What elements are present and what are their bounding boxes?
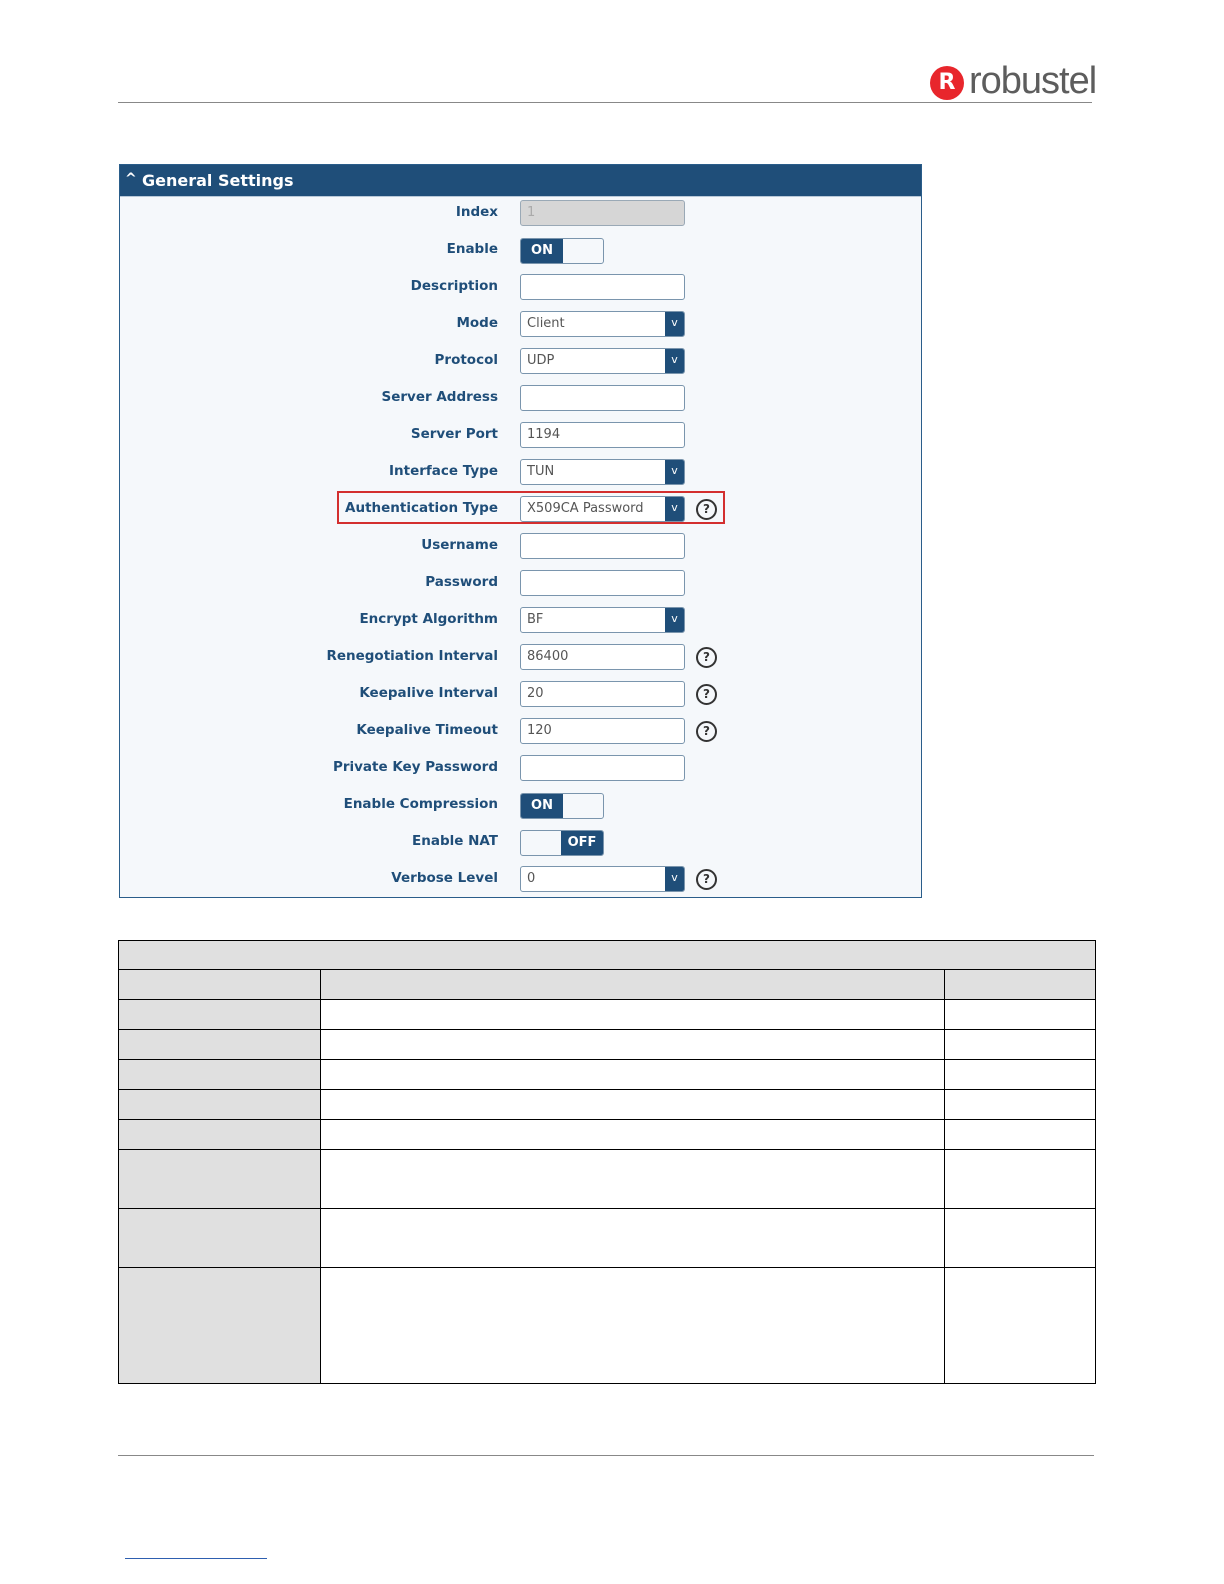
table-cell — [119, 1000, 321, 1030]
table-cell — [321, 1000, 945, 1030]
enable-nat-label: Enable NAT — [412, 833, 498, 849]
verbose-level-label: Verbose Level — [391, 870, 498, 886]
help-icon[interactable]: ? — [696, 721, 717, 742]
collapse-caret-icon[interactable]: ^ — [125, 171, 137, 187]
chevron-down-icon[interactable]: v — [665, 460, 684, 484]
table-cell — [945, 1090, 1096, 1120]
description-input[interactable] — [520, 274, 685, 300]
table-cell — [945, 1209, 1096, 1268]
table-row — [119, 1000, 1096, 1030]
enable-nat-state: OFF — [561, 831, 603, 855]
table-row — [119, 1209, 1096, 1268]
table-cell — [119, 1150, 321, 1209]
keepalive-timeout-input[interactable]: 120 — [520, 718, 685, 744]
table-cell — [945, 1030, 1096, 1060]
chevron-down-icon[interactable]: v — [665, 867, 684, 891]
table-cell — [945, 1268, 1096, 1384]
protocol-select[interactable] — [520, 348, 685, 374]
table-cell — [945, 1060, 1096, 1090]
mode-label: Mode — [456, 315, 498, 331]
table-cell — [119, 1209, 321, 1268]
robustel-logo — [928, 60, 1097, 104]
authentication-type-label: Authentication Type — [345, 500, 498, 516]
help-icon[interactable]: ? — [696, 869, 717, 890]
table-cell — [945, 1000, 1096, 1030]
table-cell — [119, 1120, 321, 1150]
mode-value: Client — [527, 316, 565, 331]
table-cell — [321, 1209, 945, 1268]
general-settings-panel — [119, 164, 922, 898]
table-cell — [321, 1120, 945, 1150]
authentication-type-value: X509CA Password — [527, 501, 644, 516]
row-username — [120, 531, 921, 561]
table-cell — [119, 1090, 321, 1120]
protocol-value: UDP — [527, 353, 555, 368]
verbose-level-value: 0 — [527, 871, 536, 886]
help-icon[interactable]: ? — [696, 647, 717, 668]
row-description — [120, 272, 921, 302]
keepalive-interval-label: Keepalive Interval — [359, 685, 498, 701]
enable-compression-state: ON — [521, 794, 563, 818]
help-icon[interactable]: ? — [696, 684, 717, 705]
server-port-input[interactable]: 1194 — [520, 422, 685, 448]
table-cell — [321, 1268, 945, 1384]
table-header-row — [119, 970, 1096, 1000]
enable-toggle[interactable] — [520, 238, 604, 264]
robustel-logo-icon: R — [930, 66, 964, 100]
table-cell — [119, 1268, 321, 1384]
private-key-password-label: Private Key Password — [332, 759, 498, 775]
password-input[interactable] — [520, 570, 685, 596]
table-cell — [945, 1150, 1096, 1209]
table-caption-cell — [119, 941, 1096, 970]
encrypt-algorithm-value: BF — [527, 612, 544, 627]
enable-compression-label: Enable Compression — [343, 796, 498, 812]
row-protocol — [120, 346, 921, 376]
protocol-label: Protocol — [434, 352, 498, 368]
encrypt-algorithm-select[interactable] — [520, 607, 685, 633]
keepalive-timeout-label: Keepalive Timeout — [356, 722, 498, 738]
server-address-input[interactable] — [520, 385, 685, 411]
row-mode — [120, 309, 921, 339]
table-row — [119, 1150, 1096, 1209]
help-icon[interactable]: ? — [696, 499, 717, 520]
brand-name: robustel — [969, 60, 1097, 102]
table-cell — [945, 1120, 1096, 1150]
chevron-down-icon[interactable]: v — [665, 312, 684, 336]
authentication-type-highlight — [337, 491, 725, 524]
table-cell — [321, 1060, 945, 1090]
interface-type-label: Interface Type — [389, 463, 498, 479]
enable-label: Enable — [446, 241, 498, 257]
table-cell — [119, 1030, 321, 1060]
index-label: Index — [455, 204, 498, 220]
enable-toggle-state: ON — [521, 239, 563, 263]
verbose-level-select[interactable] — [520, 866, 685, 892]
enable-nat-toggle[interactable] — [520, 830, 604, 856]
row-enable-compression — [120, 790, 921, 820]
footer-link-underline[interactable] — [125, 1558, 267, 1559]
chevron-down-icon[interactable]: v — [665, 349, 684, 373]
private-key-password-input[interactable] — [520, 755, 685, 781]
table-caption-row — [119, 941, 1096, 970]
table-row — [119, 1268, 1096, 1384]
panel-header[interactable] — [120, 165, 921, 197]
table-cell — [321, 1090, 945, 1120]
row-server-port — [120, 420, 921, 450]
encrypt-algorithm-label: Encrypt Algorithm — [359, 611, 498, 627]
username-input[interactable] — [520, 533, 685, 559]
chevron-down-icon[interactable]: v — [665, 608, 684, 632]
row-keepalive-interval — [120, 679, 921, 709]
row-enable — [120, 235, 921, 265]
row-encrypt-algorithm — [120, 605, 921, 635]
table-cell — [119, 1060, 321, 1090]
table-row — [119, 1120, 1096, 1150]
description-label: Description — [410, 278, 498, 294]
row-private-key-password — [120, 753, 921, 783]
interface-type-select[interactable] — [520, 459, 685, 485]
table-cell — [321, 1030, 945, 1060]
row-password — [120, 568, 921, 598]
row-index — [120, 198, 921, 228]
renegotiation-interval-label: Renegotiation Interval — [326, 648, 498, 664]
password-label: Password — [425, 574, 498, 590]
server-address-label: Server Address — [381, 389, 498, 405]
table-cell — [321, 1150, 945, 1209]
keepalive-interval-input[interactable]: 20 — [520, 681, 685, 707]
row-server-address — [120, 383, 921, 413]
header-divider — [118, 102, 1092, 103]
footer-divider — [118, 1455, 1094, 1456]
enable-compression-toggle[interactable] — [520, 793, 604, 819]
header-cell — [321, 970, 945, 1000]
index-field: 1 — [520, 200, 685, 226]
row-keepalive-timeout — [120, 716, 921, 746]
table-row — [119, 1090, 1096, 1120]
parameter-table — [118, 940, 1096, 1384]
row-renegotiation-interval — [120, 642, 921, 672]
renegotiation-interval-input[interactable]: 86400 — [520, 644, 685, 670]
header-cell — [119, 970, 321, 1000]
row-interface-type — [120, 457, 921, 487]
mode-select[interactable] — [520, 311, 685, 337]
chevron-down-icon[interactable]: v — [665, 497, 684, 521]
username-label: Username — [421, 537, 498, 553]
interface-type-value: TUN — [527, 464, 555, 479]
server-port-label: Server Port — [410, 426, 498, 442]
row-verbose-level — [120, 864, 921, 894]
table-row — [119, 1060, 1096, 1090]
panel-title: General Settings — [142, 171, 294, 190]
header-cell — [945, 970, 1096, 1000]
table-row — [119, 1030, 1096, 1060]
row-enable-nat — [120, 827, 921, 857]
